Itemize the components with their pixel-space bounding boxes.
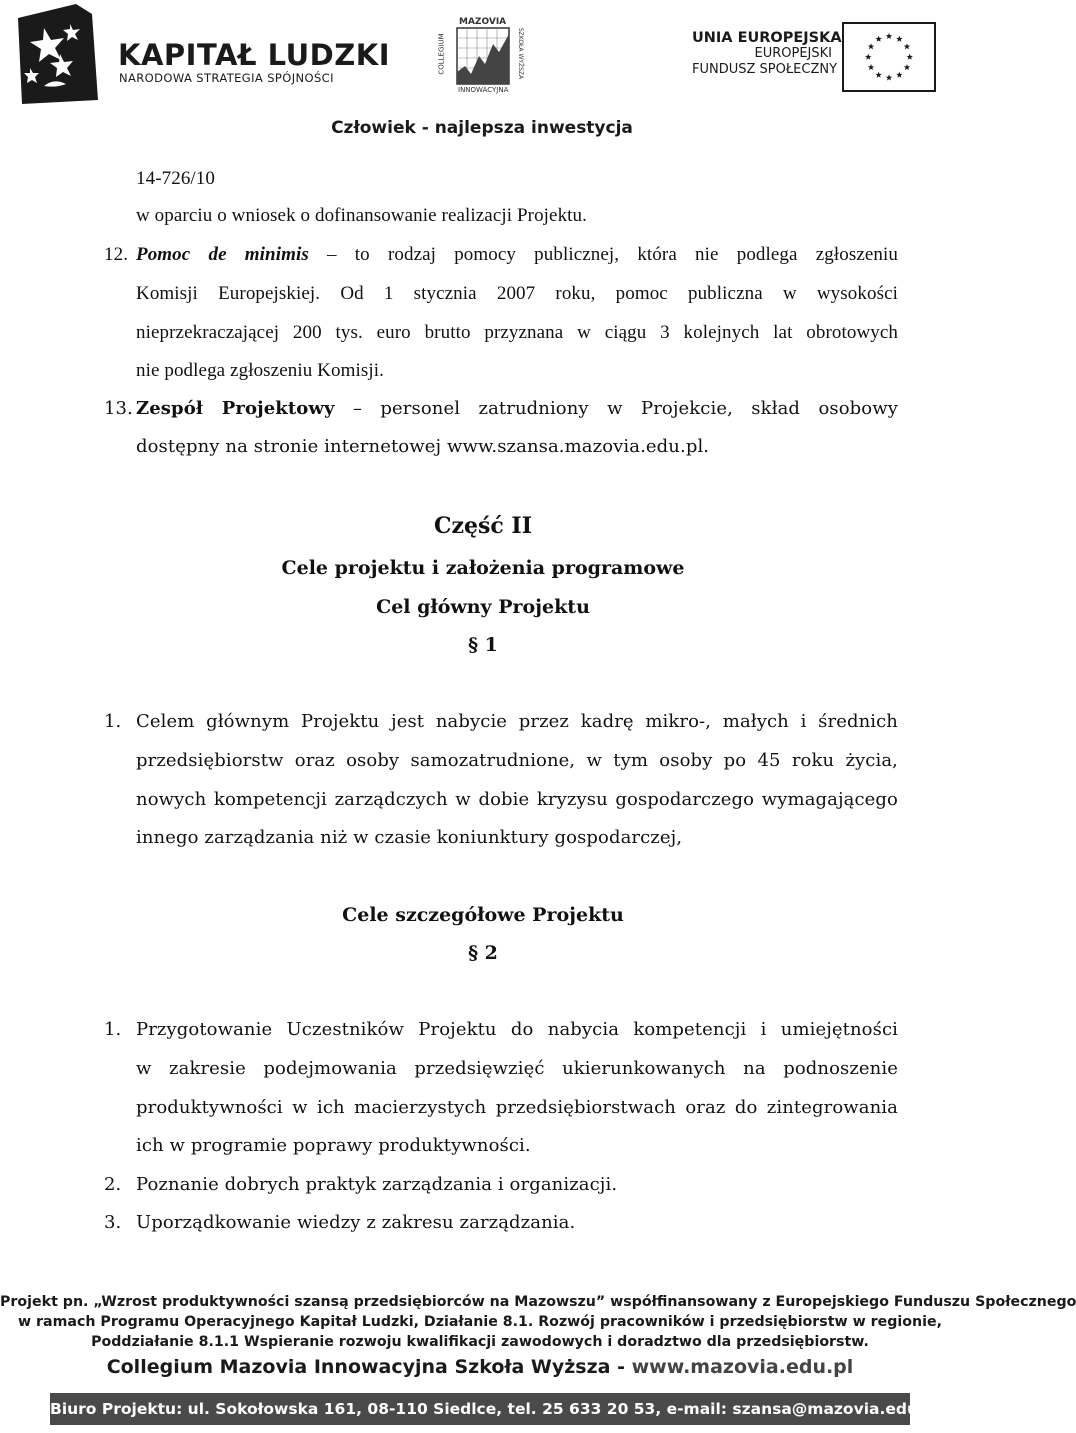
kapital-ludzki-subtitle: NARODOWA STRATEGIA SPÓJNOŚCI <box>119 71 334 85</box>
eu-star-icon <box>868 43 874 49</box>
eu-star-icon <box>907 54 913 60</box>
footer-project-line-3: Poddziałanie 8.1.1 Wspieranie rozwoju kwalifikacji zawodowych i doradztwo dla przedsiębiorstw. <box>91 1334 869 1350</box>
motto <box>0 118 960 138</box>
specific-goals-heading: Cele szczegółowe Projektu <box>342 904 624 926</box>
part-title: Część II <box>433 513 533 539</box>
footer-college-name: Collegium Mazovia Innowacyjna Szkoła Wyższa - <box>106 1356 625 1378</box>
eu-efs-logo <box>692 22 944 94</box>
specific-1-line-1: Przygotowanie Uczestników Projektu do nabycia kompetencji i umiejętności <box>136 1019 898 1040</box>
eu-flag-icon <box>842 22 936 92</box>
item-number: 13. <box>104 398 133 419</box>
item-number: 12. <box>104 244 129 265</box>
item-12-line-2: Komisji Europejskiej. Od 1 stycznia 2007 roku, pomoc publiczna w wysokości <box>136 283 898 304</box>
motto-text: Człowiek - najlepsza inwestycja <box>331 118 633 138</box>
item-13-line-1 <box>136 398 898 419</box>
eu-star-icon <box>886 33 892 39</box>
eu-star-icon <box>896 36 902 42</box>
eu-star-icon <box>904 64 910 70</box>
collegium-mazovia-logo <box>437 16 525 96</box>
eu-star-icon <box>875 36 881 42</box>
cm-left-text: COLLEGIUM <box>437 33 446 75</box>
item-12-line-1 <box>136 244 898 266</box>
eu-star-icon <box>886 74 892 80</box>
goal-1-line-1: Celem głównym Projektu jest nabycie przez kadrę mikro-, małych i średnich <box>136 711 898 732</box>
term-de-minimis: Pomoc de minimis <box>136 244 309 265</box>
eu-text <box>692 30 842 78</box>
item-13-line-2: dostępny na stronie internetowej www.szansa.mazovia.edu.pl. <box>136 436 710 457</box>
footer-project-line-1: Projekt pn. „Wzrost produktywności szansą przedsiębiorców na Mazowszu” współfinansowany z Europejskiego Funduszu Społecznego <box>0 1294 1076 1310</box>
specific-1-line-3: produktywności w ich macierzystych przedsiębiorstwach oraz do zintegrowania <box>136 1097 898 1118</box>
kapital-ludzki-logo <box>14 4 391 104</box>
term-zespol-projektowy: Zespół Projektowy <box>136 398 335 419</box>
footer-project-line-2: w ramach Programu Operacyjnego Kapitał Ludzki, Działanie 8.1. Rozwój pracowników i przedsiębiorstw w regionie, <box>18 1314 942 1330</box>
eu-line-3: FUNDUSZ SPOŁECZNY <box>692 62 838 77</box>
paragraph-1-sign: § 1 <box>468 634 498 656</box>
paragraph-2-sign: § 2 <box>468 942 498 964</box>
eu-line-2: EUROPEJSKI <box>754 46 832 61</box>
item-number: 1. <box>104 711 122 732</box>
cm-bottom-text: INNOWACYJNA <box>458 86 509 94</box>
specific-2-line-1: Poznanie dobrych praktyk zarządzania i organizacji. <box>136 1174 618 1195</box>
specific-1-line-4: ich w programie poprawy produktywności. <box>136 1135 531 1156</box>
collegium-mazovia-chart-icon <box>445 16 525 96</box>
eu-star-icon <box>865 54 871 60</box>
eu-star-icon <box>904 43 910 49</box>
kapital-ludzki-emblem-icon <box>14 4 100 104</box>
eu-star-icon <box>875 72 881 78</box>
eu-star-icon <box>868 64 874 70</box>
kapital-ludzki-title: KAPITAŁ LUDZKI <box>118 38 391 72</box>
item-number: 3. <box>104 1212 122 1233</box>
goal-1-line-2: przedsiębiorstw oraz osoby samozatrudnione, w tym osoby po 45 roku życia, <box>136 750 898 771</box>
item-number: 2. <box>104 1174 122 1195</box>
item-number: 1. <box>104 1019 122 1040</box>
part-subtitle: Cele projektu i założenia programowe <box>281 557 685 579</box>
footer-office-bar: Biuro Projektu: ul. Sokołowska 161, 08-110 Siedlce, tel. 25 633 20 53, e-mail: szansa@mazovia.edu.pl <box>50 1393 910 1425</box>
text-line: w oparciu o wniosek o dofinansowanie realizacji Projektu. <box>136 205 588 226</box>
item-12-line-4: nie podlega zgłoszeniu Komisji. <box>136 360 384 381</box>
specific-3-line-1: Uporządkowanie wiedzy z zakresu zarządzania. <box>136 1212 576 1233</box>
reference-number: 14-726/10 <box>136 168 216 189</box>
eu-line-1: UNIA EUROPEJSKA <box>692 30 842 46</box>
specific-1-line-2: w zakresie podejmowania przedsięwzięć ukierunkowanych na podnoszenie <box>136 1058 898 1079</box>
cm-top-text: MAZOVIA <box>459 17 507 27</box>
item-13-definition: – personel zatrudniony w Projekcie, skład osobowy <box>352 398 898 419</box>
footer-college-www-link[interactable]: www.mazovia.edu.pl <box>631 1356 854 1378</box>
eu-star-icon <box>896 72 902 78</box>
item-12-definition: – to rodzaj pomocy publicznej, która nie podlega zgłoszeniu <box>327 244 898 265</box>
main-goal-heading: Cel główny Projektu <box>376 596 590 618</box>
goal-1-line-4: innego zarządzania niż w czasie koniunktury gospodarczej, <box>136 827 683 848</box>
goal-1-line-3: nowych kompetencji zarządczych w dobie kryzysu gospodarczego wymagającego <box>136 789 898 810</box>
item-12-line-3: nieprzekraczającej 200 tys. euro brutto przyznana w ciągu 3 kolejnych lat obrotowych <box>136 322 898 343</box>
cm-right-text: SZKOŁA WYŻSZA <box>517 27 525 80</box>
footer-college <box>0 1356 960 1378</box>
